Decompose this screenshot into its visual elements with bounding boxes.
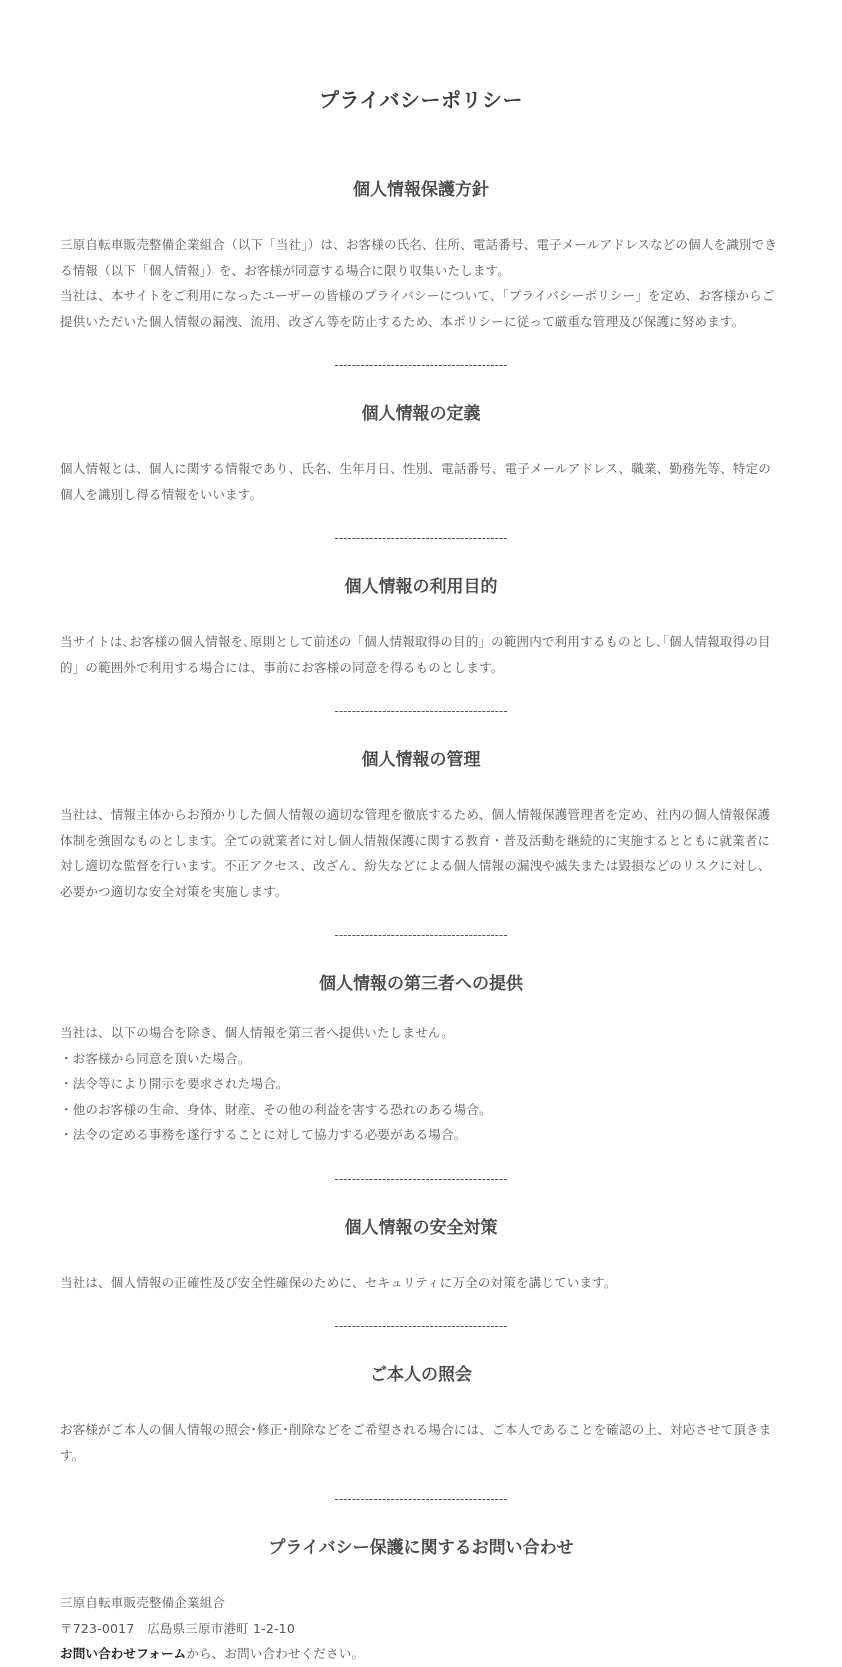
section-security: [60, 1214, 782, 1296]
section-body: [60, 1417, 782, 1468]
section-divider: ----------------------------------------: [334, 1492, 508, 1506]
section-divider: ----------------------------------------: [334, 704, 508, 718]
list-item: ・法令の定める事務を遂行することに対して協力する必要がある場合。: [60, 1127, 467, 1142]
contact-form-line: [60, 1641, 782, 1667]
section-divider: ----------------------------------------: [334, 1319, 508, 1333]
title-spacer: [60, 114, 782, 176]
contact-form-link[interactable]: お問い合わせフォーム: [60, 1646, 187, 1661]
section-contact: [60, 1534, 782, 1667]
section-privacy-policy: [60, 176, 782, 334]
contact-org: 三原自転車販売整備企業組合: [60, 1595, 226, 1610]
section-divider: ----------------------------------------: [334, 928, 508, 942]
section-heading: 個人情報の安全対策: [344, 1217, 498, 1238]
contact-form-suffix: から、お問い合わせください。: [186, 1646, 365, 1661]
list-item: ・お客様から同意を頂いた場合。: [60, 1050, 251, 1066]
section-divider: ----------------------------------------: [334, 531, 508, 545]
section-paragraph: 当社は、本サイトをご利用になったユーザーの皆様のプライバシーについて、「プライバシーポリシー」を定め、お客様からご提供いただいた個人情報の漏洩、流用、改ざん等を防止するため、本ポリシーに従って厳重な管理及び保護に努めます。: [60, 288, 775, 329]
section-body: [60, 1020, 782, 1148]
contact-address: 〒723-0017 広島県三原市港町 1-2-10: [60, 1620, 295, 1636]
list-item: ・法令等により開示を要求された場合。: [60, 1076, 289, 1091]
section-paragraph: 三原自転車販売整備企業組合（以下「当社」）は、お客様の氏名、住所、電話番号、電子メールアドレスなどの個人を識別できる情報（以下「個人情報」）を、お客様が同意する場合に限り収集いたします。: [60, 237, 778, 278]
section-inquiry-self: [60, 1361, 782, 1468]
section-paragraph: 当サイトは､お客様の個人情報を､原則として前述の「個人情報取得の目的」の範囲内で利用するものとし､｢個人情報取得の目的」の範囲外で利用する場合には、事前にお客様の同意を得るものとします。: [60, 634, 771, 675]
section-heading: ご本人の照会: [370, 1365, 472, 1385]
section-divider: ----------------------------------------: [334, 358, 508, 372]
section-paragraph: 当社は、個人情報の正確性及び安全性確保のために、セキュリティに万全の対策を講じています。: [60, 1274, 617, 1290]
section-definition: [60, 400, 782, 507]
section-body: [60, 629, 782, 680]
page-title: プライバシーポリシー: [319, 88, 523, 112]
section-heading: 個人情報保護方針: [353, 180, 489, 200]
section-paragraph: 当社は、情報主体からお預かりした個人情報の適切な管理を徹底するため、個人情報保護管理者を定め、社内の個人情報保護体制を強固なものとします。全ての就業者に対し個人情報保護に関する教育・普及活動を継続的に実施するとともに就業者に対し適切な監督を行います。不正アクセス、改ざん、紛失などによる個人情報の漏洩や滅失または毀損などのリスクに対し、必要かつ適切な安全対策を実施します。: [60, 807, 771, 899]
section-heading: 個人情報の定義: [361, 404, 481, 424]
section-divider: ----------------------------------------: [334, 1171, 508, 1186]
section-paragraph: お客様がご本人の個人情報の照会･修正･削除などをご希望される場合には、ご本人であることを確認の上、対応させて頂きます。: [60, 1422, 772, 1463]
section-body: [60, 456, 782, 507]
section-purpose: [60, 573, 782, 680]
section-management: [60, 746, 782, 904]
contact-body: [60, 1590, 782, 1667]
section-paragraph: 個人情報とは、個人に関する情報であり、氏名、生年月日、性別、電話番号、電子メールアドレス、職業、勤務先等、特定の個人を識別し得る情報をいいます。: [60, 461, 771, 502]
section-third-party: [60, 970, 782, 1148]
contact-heading: プライバシー保護に関するお問い合わせ: [268, 1538, 574, 1558]
section-body: [60, 802, 782, 904]
section-heading: 個人情報の利用目的: [344, 577, 498, 597]
section-heading: 個人情報の第三者への提供: [319, 974, 523, 994]
section-heading: 個人情報の管理: [361, 750, 481, 770]
section-body: [60, 1270, 782, 1296]
section-body: [60, 232, 782, 334]
section-paragraph: 当社は、以下の場合を除き、個人情報を第三者へ提供いたしません。: [60, 1025, 454, 1040]
list-item: ・他のお客様の生命、身体、財産、その他の利益を害する恐れのある場合。: [60, 1101, 492, 1117]
